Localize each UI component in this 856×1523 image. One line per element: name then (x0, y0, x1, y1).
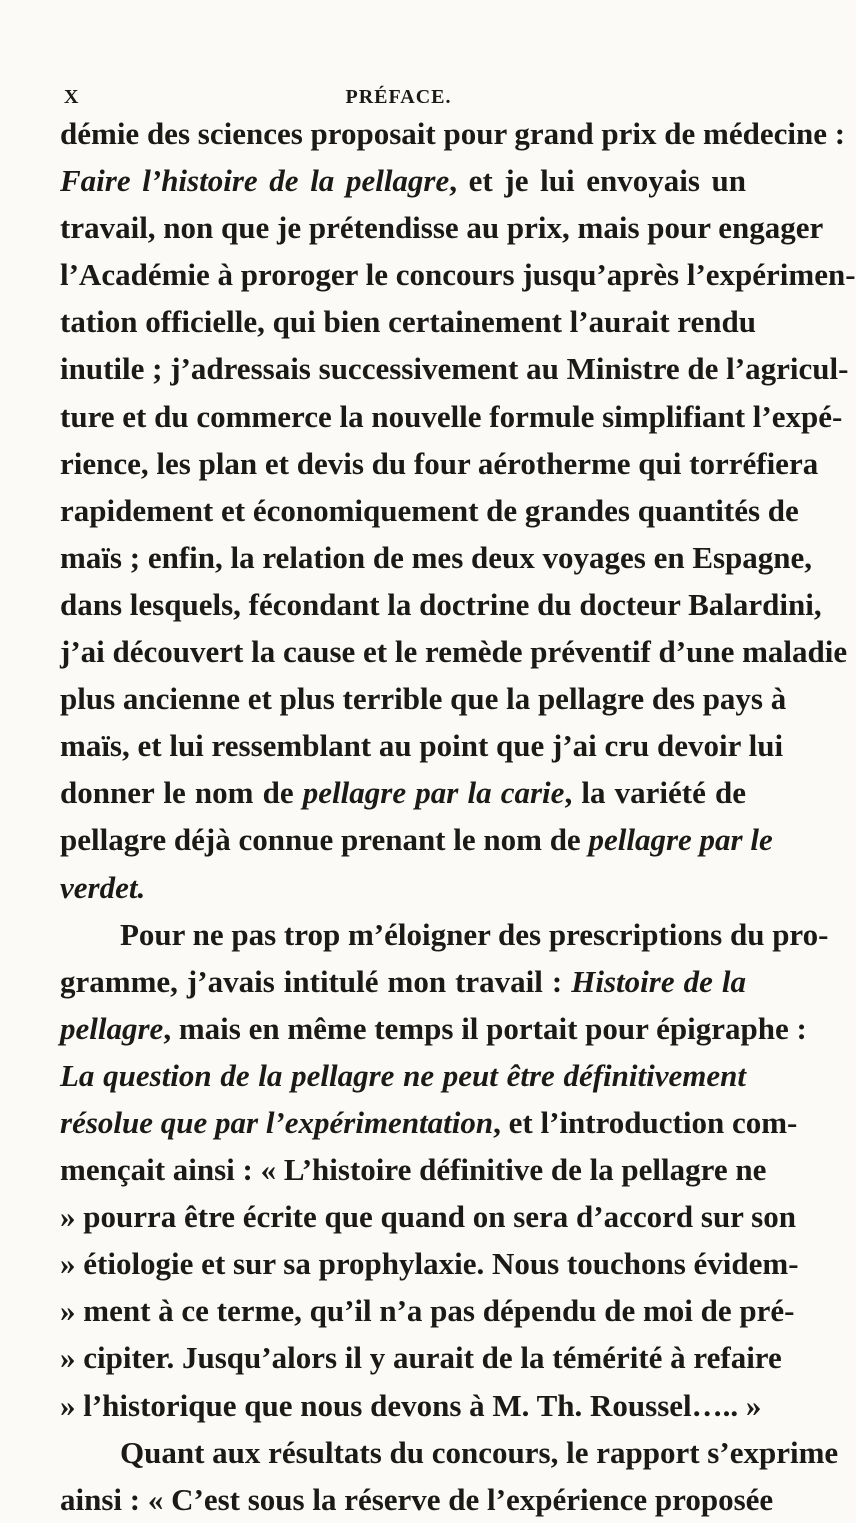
text-segment: j’ai découvert la cause et le remède préventif d’une maladie (60, 634, 848, 670)
text-line (60, 157, 746, 204)
text-line (60, 204, 824, 251)
text-line (60, 251, 856, 298)
text-line (60, 816, 773, 863)
italic-text: pellagre par la carie (302, 775, 565, 811)
text-segment: rapidement et économiquement de grandes quantités de (60, 492, 799, 528)
text-line (60, 1099, 798, 1146)
italic-text: Histoire de la (571, 963, 746, 999)
text-line (60, 675, 787, 722)
text-line (60, 958, 746, 1005)
text-segment: maïs ; enfin, la relation de mes deux voyages en Espagne, (60, 539, 813, 575)
text-line (60, 1334, 782, 1381)
text-segment: maïs, et lui ressemblant au point que j’ai cru devoir lui (60, 728, 784, 764)
text-segment: , la variété de (564, 775, 746, 811)
italic-text: pellagre (60, 1010, 164, 1046)
text-line (60, 1476, 774, 1523)
text-segment: démie des sciences proposait pour grand prix de médecine : (60, 116, 846, 151)
text-line (60, 1052, 746, 1099)
text-line (60, 345, 849, 392)
text-line (60, 581, 822, 628)
text-segment: ainsi : « C’est sous la réserve de l’expérience proposée (60, 1481, 774, 1517)
text-line (60, 393, 843, 440)
text-segment: plus ancienne et plus terrible que la pellagre des pays à (60, 681, 787, 717)
text-segment: , et je lui envoyais un (449, 163, 746, 199)
text-line (60, 298, 756, 345)
italic-text: pellagre par le (588, 822, 773, 858)
text-segment: donner le nom de (60, 775, 303, 811)
text-line (60, 1146, 767, 1193)
italic-text: verdet. (60, 869, 146, 905)
text-line (60, 1193, 796, 1240)
text-line (60, 911, 829, 958)
text-line (60, 110, 846, 157)
text-line (60, 1287, 795, 1334)
text-segment: pellagre déjà connue prenant le nom de (60, 822, 589, 858)
text-line (60, 722, 784, 769)
text-segment: Pour ne pas trop m’éloigner des prescriptions du pro- (120, 916, 829, 952)
text-segment: » l’historique que nous devons à M. Th. Roussel….. » (60, 1387, 762, 1423)
text-segment: , et l’introduction com- (493, 1104, 798, 1140)
text-segment: mençait ainsi : « L’histoire définitive de la pellagre ne (60, 1152, 767, 1188)
italic-text: La question de la pellagre ne peut être définitivement (60, 1057, 746, 1093)
text-segment: dans lesquels, fécondant la doctrine du docteur Balardini, (60, 586, 822, 622)
text-segment: ture et du commerce la nouvelle formule simplifiant l’expé- (60, 398, 843, 434)
text-line (60, 1240, 799, 1287)
text-segment: » cipiter. Jusqu’alors il y aurait de la témérité à refaire (60, 1340, 782, 1376)
text-line (60, 864, 746, 911)
text-line (60, 1005, 807, 1052)
text-segment: rience, les plan et devis du four aérotherme qui torréfiera (60, 445, 819, 481)
text-segment: » pourra être écrite que quand on sera d’accord sur son (60, 1199, 796, 1235)
text-segment: » étiologie et sur sa prophylaxie. Nous touchons évidem- (60, 1246, 799, 1282)
text-segment: gramme, j’avais intitulé mon travail : (60, 963, 572, 999)
text-segment: tation officielle, qui bien certainement l’aurait rendu (60, 304, 756, 340)
text-segment: , mais en même temps il portait pour épigraphe : (163, 1010, 807, 1046)
italic-text: résolue que par l’expérimentation (60, 1104, 494, 1140)
running-head (56, 86, 741, 108)
text-segment: inutile ; j’adressais successivement au Ministre de l’agricul- (60, 351, 849, 387)
text-segment: l’Académie à proroger le concours jusqu’après l’expérimen- (60, 257, 856, 293)
italic-text: Faire l’histoire de la pellagre (60, 163, 450, 199)
text-line (60, 1382, 762, 1429)
text-segment: travail, non que je prétendisse au prix, mais pour engager (60, 210, 824, 246)
running-title: PRÉFACE. (345, 86, 452, 108)
text-line (60, 1429, 839, 1476)
text-line (60, 628, 848, 675)
text-line (60, 769, 746, 816)
text-line (60, 534, 813, 581)
text-segment: » ment à ce terme, qu’il n’a pas dépendu de moi de pré- (60, 1293, 795, 1329)
text-line (60, 440, 819, 487)
page-number: X (64, 86, 80, 108)
body-text (60, 110, 856, 1523)
text-line (60, 487, 799, 534)
text-segment: Quant aux résultats du concours, le rapport s’exprime (120, 1434, 839, 1470)
